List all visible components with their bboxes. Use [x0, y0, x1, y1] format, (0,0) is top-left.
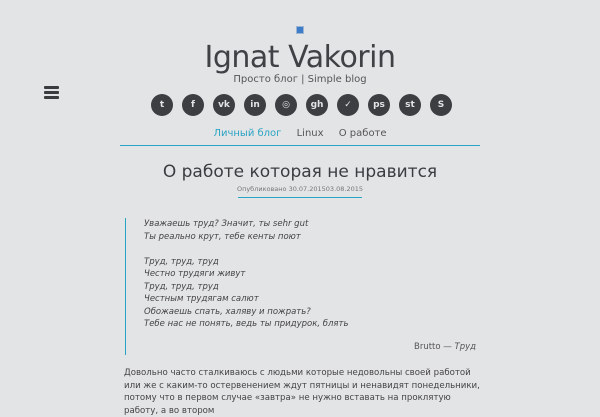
nav-item-linux[interactable]: Linux: [296, 128, 324, 139]
facebook-icon[interactable]: f: [182, 94, 204, 116]
main-nav: [0, 128, 600, 139]
instagram-icon[interactable]: ◎: [275, 94, 297, 116]
github-icon[interactable]: gh: [306, 94, 328, 116]
quote-line: Обожаешь спать, халяву и пожрать?: [144, 306, 311, 317]
quote-citation: [414, 342, 476, 352]
avatar-image-icon[interactable]: [296, 26, 304, 34]
linkedin-icon[interactable]: in: [244, 94, 266, 116]
quote-line: Честно трудяги живут: [144, 269, 246, 279]
quote-line: Труд, труд, труд: [144, 281, 219, 292]
hamburger-menu-icon[interactable]: [44, 86, 59, 99]
post-title[interactable]: О работе которая не нравится: [162, 162, 438, 182]
post-body: Довольно часто сталкиваюсь с людьми которые недовольны своей работой или же с каким-то остервенением ждут пятницы и ненавидят понедельники, потому что в первом случае «завтра» не нужно вставать на проклятую работу, а во втором: [124, 368, 480, 416]
quote-line: Труд, труд, труд: [144, 256, 219, 267]
quote-line: Ты реально крут, тебе кенты поют: [144, 231, 301, 242]
meta-divider: [238, 197, 362, 198]
nav-item-about-work[interactable]: О работе: [338, 128, 387, 139]
social-links: [151, 94, 452, 116]
foursquare-icon[interactable]: ✓: [337, 94, 359, 116]
playstation-icon[interactable]: ps: [368, 94, 390, 116]
vk-icon[interactable]: vk: [213, 94, 235, 116]
cite-author: Brutto: [414, 342, 441, 352]
cite-separator: —: [440, 342, 455, 352]
cite-work: Труд: [454, 342, 476, 352]
quote-line: Уважаешь труд? Значит, ты sehr gut: [144, 219, 309, 229]
nav-item-personal-blog[interactable]: Личный блог: [213, 128, 282, 139]
quote-line: Тебе нас не понять, ведь ты придурок, блять: [144, 319, 349, 329]
steam-icon[interactable]: st: [399, 94, 421, 116]
site-title[interactable]: Ignat Vakorin: [204, 40, 396, 75]
nav-divider: [120, 145, 480, 146]
post-meta[interactable]: Опубликовано 30.07.201503.08.2015: [236, 185, 364, 193]
twitter-icon[interactable]: t: [151, 94, 173, 116]
site-description: Просто блог | Simple blog: [233, 74, 367, 85]
skype-icon[interactable]: S: [430, 94, 452, 116]
blockquote: [125, 218, 475, 355]
quote-line: Честным трудягам салют: [144, 294, 259, 304]
